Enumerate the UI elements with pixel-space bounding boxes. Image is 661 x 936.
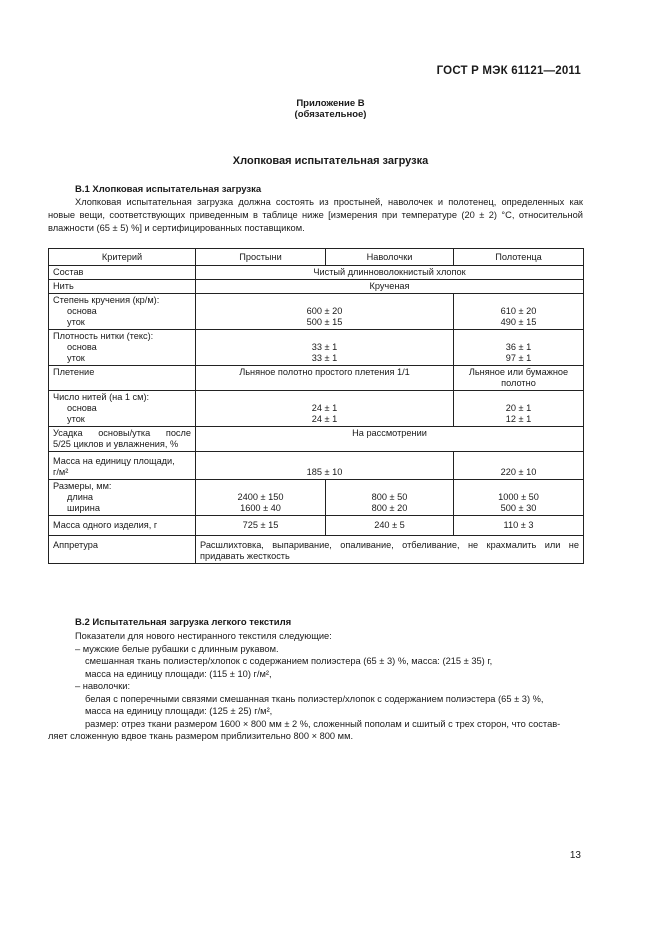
twist-sheets-pillow (196, 294, 454, 330)
section-2-heading: В.2 Испытательная загрузка легкого текстиля (75, 617, 292, 628)
cell-value: 1600 ± 40 (240, 503, 281, 513)
list-item: – наволочки: (75, 681, 131, 691)
row-label: Плетение (49, 366, 196, 391)
cell-value: 20 ± 1 (505, 403, 532, 413)
cell-value: Льняное или бумажное (468, 367, 569, 377)
finish-value (196, 536, 584, 564)
table-row (49, 536, 584, 564)
row-label: Нить (49, 280, 196, 294)
page-number: 13 (569, 850, 581, 861)
list-item-detail: размер: отрез ткани размером 1600 × 800 мм ± 2 %, сложенный пополам и сшитый с трех сторон, что состав- (85, 718, 561, 729)
row-label: 5/25 циклов и увлажнения, % (53, 439, 179, 449)
row-label: Аппретура (49, 536, 196, 564)
cell-value: 600 ± 20 (306, 306, 343, 316)
cell-value: 33 ± 1 (311, 342, 338, 352)
mass-item-towels: 110 ± 3 (454, 516, 584, 536)
table-row (49, 280, 584, 294)
row-label: Усадка основы/утка после (53, 428, 191, 438)
row-sublabel: уток (67, 353, 85, 363)
header-pillowcases: Наволочки (326, 249, 454, 266)
table-row (49, 366, 584, 391)
threads-towels (454, 391, 584, 427)
table-row (49, 427, 584, 452)
weave-sheets-pillow: Льняное полотно простого плетения 1/1 (196, 366, 454, 391)
mass-area-towels: 220 ± 10 (454, 452, 584, 480)
table-row (49, 516, 584, 536)
row-label: г/м² (53, 467, 69, 477)
dims-sheets (196, 480, 326, 516)
list-item-detail: белая с поперечными связями смешанная ткань полиэстер/хлопок с содержанием полиэстера (65 ± 3) %, (85, 693, 544, 704)
cell-value: 12 ± 1 (505, 414, 532, 424)
composition-value: Чистый длинноволокнистый хлопок (196, 266, 584, 280)
table-row (49, 294, 584, 330)
dims-pillowcases (326, 480, 454, 516)
cell-value: 97 ± 1 (505, 353, 532, 363)
row-label: Состав (49, 266, 196, 280)
table-row (49, 452, 584, 480)
weave-towels (454, 366, 584, 391)
row-label: Масса на единицу площади, (53, 456, 175, 466)
row-sublabel: основа (67, 342, 97, 352)
list-item: – мужские белые рубашки с длинным рукавом. (75, 643, 279, 654)
table-header-row (49, 249, 584, 266)
document-title: Хлопковая испытательная загрузка (232, 155, 429, 167)
row-label: Масса одного изделия, г (49, 516, 196, 536)
cell-value: 24 ± 1 (311, 403, 338, 413)
list-item-detail: ляет сложенную вдвое ткань размером приблизительно 800 × 800 мм. (48, 731, 354, 741)
cell-value: 2400 ± 150 (237, 492, 284, 502)
table-row (49, 391, 584, 427)
standard-number: ГОСТ Р МЭК 61121—2011 (436, 65, 581, 77)
row-label-group (49, 452, 196, 480)
row-label-group (49, 294, 196, 330)
cell-value: 24 ± 1 (311, 414, 338, 424)
row-label: Плотность нитки (текс): (53, 331, 154, 341)
cell-value: 500 ± 30 (500, 503, 537, 513)
table-row (49, 330, 584, 366)
section-1-body (48, 196, 583, 235)
header-towels: Полотенца (454, 249, 584, 266)
row-sublabel: уток (67, 414, 85, 424)
mass-item-pillowcases: 240 ± 5 (326, 516, 454, 536)
row-sublabel: уток (67, 317, 85, 327)
cell-value: 490 ± 15 (500, 317, 537, 327)
section-2-intro: Показатели для нового нестиранного текстиля следующие: (75, 631, 332, 641)
row-label: Число нитей (на 1 см): (53, 392, 150, 402)
header-criterion: Критерий (49, 249, 196, 266)
row-label-group (49, 330, 196, 366)
cell-value: 610 ± 20 (500, 306, 537, 316)
list-item-detail: масса на единицу площади: (115 ± 10) г/м², (85, 668, 272, 679)
cell-value: полотно (501, 378, 536, 388)
cell-value: 800 ± 50 (371, 492, 408, 502)
section-1-heading: В.1 Хлопковая испытательная загрузка (75, 184, 262, 195)
row-label-group (49, 391, 196, 427)
list-item-detail: масса на единицу площади: (125 ± 25) г/м², (85, 706, 273, 716)
shrink-value: На рассмотрении (196, 427, 584, 452)
twist-towels (454, 294, 584, 330)
cell-value: Расшлихтовка, выпаривание, опаливание, отбеливание, не крахмалить или не (200, 540, 579, 550)
table-row (49, 266, 584, 280)
density-sheets-pillow (196, 330, 454, 366)
cell-value: 800 ± 20 (371, 503, 408, 513)
row-sublabel: основа (67, 306, 97, 316)
row-sublabel: длина (67, 492, 94, 502)
table-row (49, 480, 584, 516)
row-label-group (49, 427, 196, 452)
yarn-value: Крученая (196, 280, 584, 294)
density-towels (454, 330, 584, 366)
cell-value: 33 ± 1 (311, 353, 338, 363)
cell-value: 500 ± 15 (306, 317, 343, 327)
cell-value: придавать жесткость (200, 551, 290, 561)
row-label-group (49, 480, 196, 516)
mass-area-sheets-pillow: 185 ± 10 (196, 452, 454, 480)
appendix-note: (обязательное) (294, 109, 367, 120)
row-label: Размеры, мм: (53, 481, 112, 491)
dims-towels (454, 480, 584, 516)
threads-sheets-pillow (196, 391, 454, 427)
section-1-paragraph: Хлопковая испытательная загрузка должна состоять из простыней, наволочек и полотенец, определенных как новые вещи, соответствующих приведенным в таблице ниже [измерения при температуре (20 ± 2) °С, относительной влажности (65 ± 5) %] и сертифицированных поставщиком. (48, 197, 583, 233)
row-sublabel: основа (67, 403, 97, 413)
header-sheets: Простыни (196, 249, 326, 266)
mass-item-sheets: 725 ± 15 (196, 516, 326, 536)
row-sublabel: ширина (67, 503, 100, 513)
cell-value: 36 ± 1 (505, 342, 532, 352)
cell-value: 1000 ± 50 (498, 492, 539, 502)
list-item-detail: смешанная ткань полиэстер/хлопок с содержанием полиэстера (65 ± 3) %, масса: (215 ± 35) г, (85, 656, 493, 666)
cotton-load-table (48, 248, 584, 564)
section-2-body (48, 630, 583, 743)
appendix-title: Приложение В (296, 98, 365, 109)
row-label: Степень кручения (кр/м): (53, 295, 160, 305)
